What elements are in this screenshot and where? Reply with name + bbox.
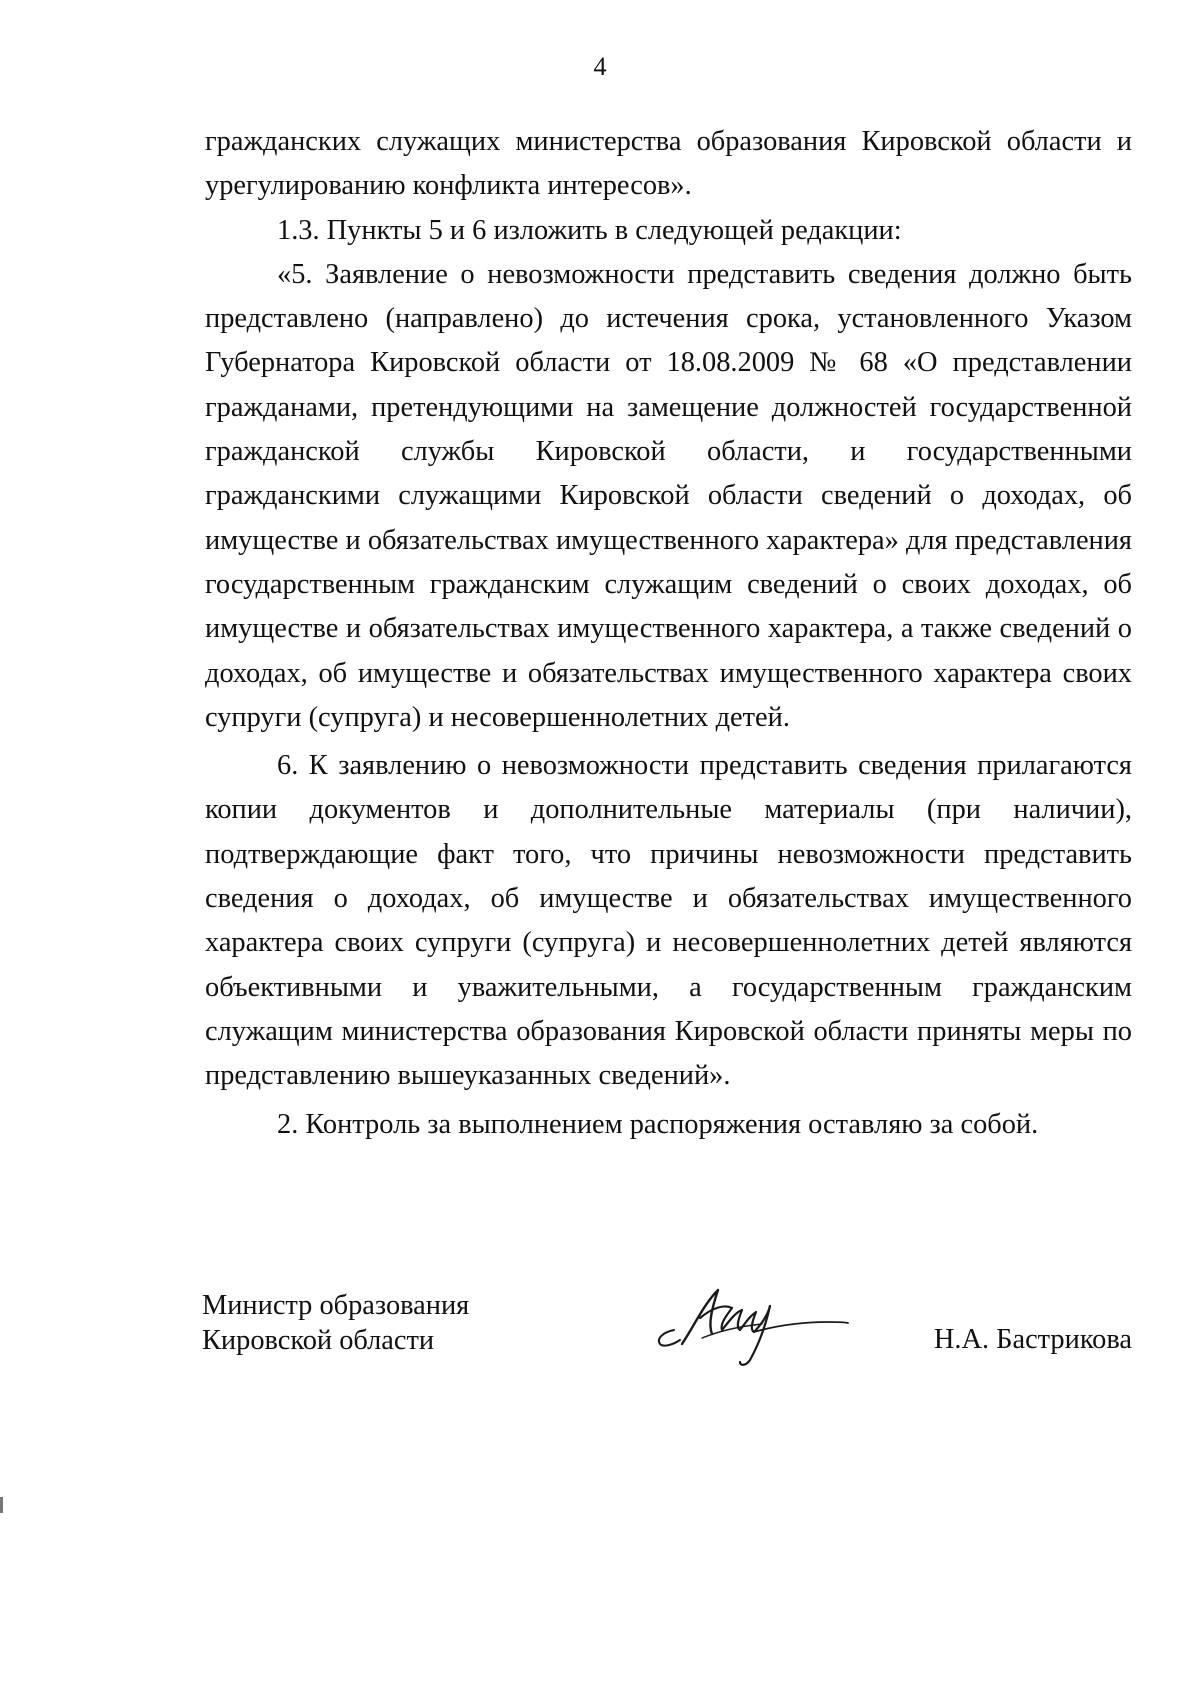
- signatory-title-line-1: Министр образования: [202, 1290, 470, 1321]
- signatory-title: [202, 1288, 469, 1358]
- paragraph-clause-1-3: 1.3. Пункты 5 и 6 изложить в следующей редакции:: [277, 214, 902, 246]
- scan-edge-mark: [0, 1497, 3, 1513]
- paragraph-continuation: гражданских служащих министерства образования Кировской области и урегулированию конфликта интересов».: [205, 126, 1132, 202]
- signatory-title-line-2: Кировской области: [202, 1325, 435, 1356]
- paragraph-item-2-control: 2. Контроль за выполнением распоряжения оставляю за собой.: [277, 1108, 1039, 1140]
- signatory-name: Н.А. Бастрикова: [933, 1324, 1132, 1355]
- document-body: [205, 120, 1132, 1147]
- signature-block: [202, 1288, 1132, 1398]
- paragraph-item-6: 6. К заявлению о невозможности представить сведения прилагаются копии документов и дополнительные материалы (при наличии), подтверждающие факт того, что причины невозможности представить сведения о доходах, об имуществе и обязательствах имущественного характера своих супруги (супруга) и несовершеннолетних детей являются объективными и уважительными, а государственным гражданским служащим министерства образования Кировской области приняты меры по представлению вышеуказанных сведений».: [205, 750, 1132, 1092]
- page-number: 4: [593, 52, 607, 81]
- handwritten-signature: [642, 1268, 852, 1378]
- paragraph-item-5: «5. Заявление о невозможности представить сведения должно быть представлено (направлено) до истечения срока, установленного Указом Губернатора Кировской области от 18.08.2009 № 68 «О представлении гражданами, претендующими на замещение должностей государственной гражданской службы Кировской области, и государственными гражданскими служащими Кировской области сведений о доходах, об имуществе и обязательствах имущественного характера» для представления государственным гражданским служащим сведений о своих доходах, об имуществе и обязательствах имущественного характера, а также сведений о доходах, об имуществе и обязательствах имущественного характера своих супруги (супруга) и несовершеннолетних детей.: [205, 258, 1132, 733]
